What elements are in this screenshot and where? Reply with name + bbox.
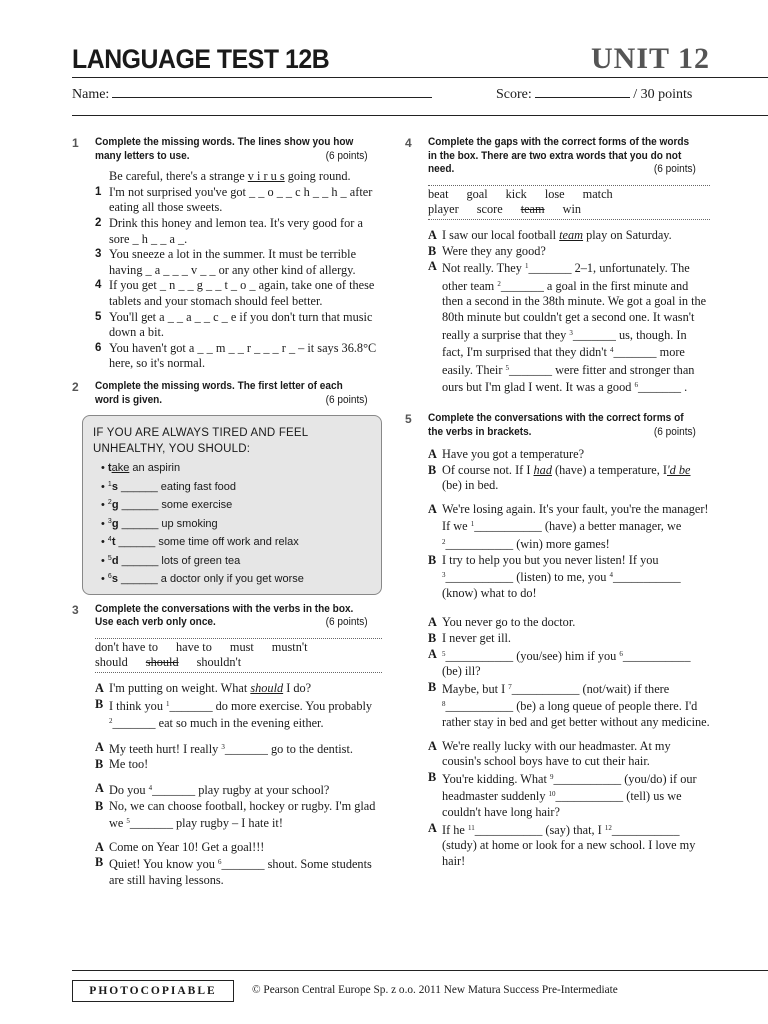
exercise-3	[72, 603, 382, 889]
list-item[interactable]: • $^6$s ______ a doctor only if you get worse	[101, 573, 304, 586]
exercise-instruction: Complete the conversations with the verbs in the box. Use each verb only once. (6 points)	[95, 602, 368, 629]
list-item[interactable]: 4 If you get _ n _ _ g _ _ t _ o _ again, take one of these tablets and your stomach should feel better.	[95, 278, 375, 308]
conversation	[428, 739, 710, 870]
name-field[interactable]	[112, 86, 432, 98]
score-label: Score:	[496, 87, 532, 102]
exercise-instruction: Complete the gaps with the correct forms of the words in the box. There are two extra words that you do not need. (6 points)	[428, 136, 696, 176]
word-box-word: have to	[176, 639, 212, 654]
dialogue-line: A You never go to the doctor.	[428, 615, 576, 630]
conversation	[95, 681, 382, 732]
page-title: LANGUAGE TEST 12B	[72, 44, 330, 74]
dialogue-line[interactable]: B You're kidding. What $^9$___________ (you/do) if our headmaster suddenly $^{10}$___________ (tell) us we couldn't have long hair?	[428, 769, 697, 819]
dialogue-line: A I'm putting on weight. What should I do?	[95, 680, 312, 695]
exercise-points: (6 points)	[653, 163, 696, 176]
word-box-word: score	[476, 202, 503, 217]
list-item[interactable]: 1 I'm not surprised you've got _ _ o _ _ c h _ _ h _ after eating all those sweets.	[95, 184, 373, 215]
list-item[interactable]: 6 You haven't got a _ _ m _ _ r _ _ _ r _ – it says 36.8°C here, so it's normal.	[95, 340, 377, 371]
advice-box	[82, 415, 382, 595]
exercise-instruction: Complete the conversations with the correct forms of the verbs in brackets. (6 points)	[428, 411, 696, 438]
word-box-word: mustn't	[271, 639, 308, 654]
word-box-word: must	[229, 639, 254, 654]
dialogue-line: B Were they any good?	[428, 243, 546, 258]
word-box-word: win	[562, 202, 582, 217]
list-item[interactable]: 3 You sneeze a lot in the summer. It must be terrible having _ a _ _ _ v _ _ or any other kind of allergy.	[95, 247, 357, 277]
dialogue-line[interactable]: B No, we can choose football, hockey or rugby. I'm glad we $^5$_______ play rugby – I hate it!	[95, 798, 376, 831]
dialogue-line: A I saw our local football team play on Saturday.	[428, 227, 672, 242]
conversation	[95, 740, 382, 773]
photocopiable-label: PHOTOCOPIABLE	[72, 980, 234, 1002]
exercise-number: 2	[72, 379, 79, 394]
exercise-instruction: Complete the missing words. The first letter of each word is given. (6 points)	[95, 379, 368, 406]
word-box-word-used: should	[145, 655, 179, 670]
exercise-points: (6 points)	[653, 425, 696, 438]
list-item[interactable]: • $^1$s ______ eating fast food	[101, 480, 236, 493]
exercise-number: 5	[405, 411, 412, 426]
left-column	[72, 136, 382, 897]
advice-box-heading: IF YOU ARE ALWAYS TIRED AND FEEL UNHEALTHY, YOU SHOULD:	[93, 427, 308, 455]
dialogue-line: B Me too!	[95, 757, 149, 772]
dialogue-line[interactable]: A Do you $^4$_______ play rugby at your school?	[95, 780, 330, 797]
exercise-body	[95, 169, 382, 372]
list-item[interactable]: • $^4$t ______ some time off work and relax	[101, 536, 299, 549]
exercise-instruction: Complete the missing words. The lines show you how many letters to use. (6 points)	[95, 136, 368, 162]
word-box-word: lose	[544, 186, 565, 201]
exercise-number: 4	[405, 136, 412, 150]
copyright-text: © Pearson Central Europe Sp. z o.o. 2011 New Matura Success Pre-Intermediate	[252, 984, 618, 996]
dialogue-line[interactable]: B I try to help you but you never listen! If you $^3$___________ (listen) to me, you $^4$___________ (know) what to do!	[428, 552, 681, 600]
dialogue-line[interactable]: B I think you $^1$_______ do more exercise. You probably $^2$_______ eat so much in the evening either.	[95, 696, 373, 731]
exercise-5	[405, 412, 710, 869]
name-label: Name:	[72, 87, 110, 102]
exercise-1	[72, 136, 382, 372]
exercise-body	[428, 447, 710, 869]
conversation	[428, 502, 710, 602]
example-sentence: Be careful, there's a strange v i r u s going round.	[109, 169, 351, 184]
dialogue-line[interactable]: A Not really. They $^1$_______ 2–1, unfortunately. The other team $^2$_______ a goal in the first minute and then a second in the 38th minute. We got a goal in the 80th minute but couldn't get a second one. It wasn't really a surprise that they $^3$_______ us, though. In fact, I'm surprised that they didn't $^4$_______ more easily. Their $^5$_______ were fitter and stronger than ours but I'm glad I went. It was a good $^6$_______ .	[428, 259, 707, 395]
name-row	[72, 86, 432, 103]
exercise-points: (6 points)	[325, 616, 368, 629]
conversation	[428, 447, 710, 494]
word-box-word: beat	[428, 186, 449, 201]
right-column	[405, 136, 710, 877]
list-item[interactable]: • $^2$g ______ some exercise	[101, 499, 233, 512]
exercise-points: (6 points)	[325, 393, 368, 406]
name-rule	[72, 115, 768, 116]
dialogue-line[interactable]: B Maybe, but I $^7$___________ (not/wait) if there $^8$___________ (be) a long queue of people there. I'd rather stay in bed and get better without any medicine.	[428, 679, 710, 729]
dialogue-line[interactable]: A We're losing again. It's your fault, you're the manager! If we $^1$___________ (have) a better manager, we $^2$___________ (win) more games!	[428, 501, 709, 552]
word-box-word: goal	[466, 186, 488, 201]
exercise-number: 3	[72, 602, 79, 617]
dialogue-line[interactable]: A $^5$___________ (you/see) him if you $^6$___________ (be) ill?	[428, 646, 691, 679]
dialogue-line[interactable]: A If he $^{11}$___________ (say) that, I $^{12}$___________ (study) at home or look for a new school. I love my hair!	[428, 820, 696, 868]
word-box	[428, 185, 710, 220]
footer-rule	[72, 970, 768, 971]
list-item[interactable]: • $^3$g ______ up smoking	[101, 517, 218, 530]
word-box-word: kick	[505, 186, 527, 201]
dialogue-line: B I never get ill.	[428, 631, 511, 646]
conversation	[428, 228, 710, 396]
exercise-points: (6 points)	[325, 149, 368, 162]
dialogue-line: B Of course not. If I had (have) a temperature, I'd be (be) in bed.	[428, 462, 691, 493]
conversation	[95, 781, 382, 832]
list-item[interactable]: 2 Drink this honey and lemon tea. It's very good for a sore _ h _ _ a _.	[95, 215, 363, 246]
exercise-number: 1	[72, 136, 79, 150]
word-box	[95, 638, 382, 673]
word-box-word: match	[582, 186, 613, 201]
dialogue-line[interactable]: A My teeth hurt! I really $^3$_______ go to the dentist.	[95, 739, 353, 756]
score-field[interactable]	[535, 86, 630, 98]
score-row	[496, 86, 692, 103]
conversation	[95, 840, 382, 889]
word-box-word: don't have to	[95, 639, 159, 654]
header-rule	[72, 77, 768, 78]
word-box-word: player	[428, 202, 459, 217]
word-box-word: shouldn't	[196, 655, 242, 670]
conversation	[428, 615, 710, 730]
exercise-2	[72, 380, 382, 595]
exercise-body	[428, 228, 710, 396]
unit-label: UNIT 12	[591, 42, 710, 75]
dialogue-line[interactable]: B Quiet! You know you $^6$_______ shout. Some students are still having lessons.	[95, 855, 372, 887]
dialogue-line: A We're really lucky with our headmaster. At my cousin's school boys have to cut their hair.	[428, 738, 671, 769]
word-box-word: should	[95, 655, 128, 670]
list-item[interactable]: • $^5$d ______ lots of green tea	[101, 554, 241, 567]
exercise-4	[405, 136, 710, 396]
exercise-body	[95, 681, 382, 889]
list-item[interactable]: 5 You'll get a _ _ a _ _ c _ e if you don't turn that music down a bit.	[95, 309, 373, 340]
dialogue-line: A Have you got a temperature?	[428, 447, 585, 462]
word-box-word-used: team	[520, 202, 545, 217]
dialogue-line: A Come on Year 10! Get a goal!!!	[95, 839, 265, 854]
score-total: / 30 points	[633, 87, 693, 102]
list-item[interactable]: • take an aspirin	[101, 462, 181, 475]
